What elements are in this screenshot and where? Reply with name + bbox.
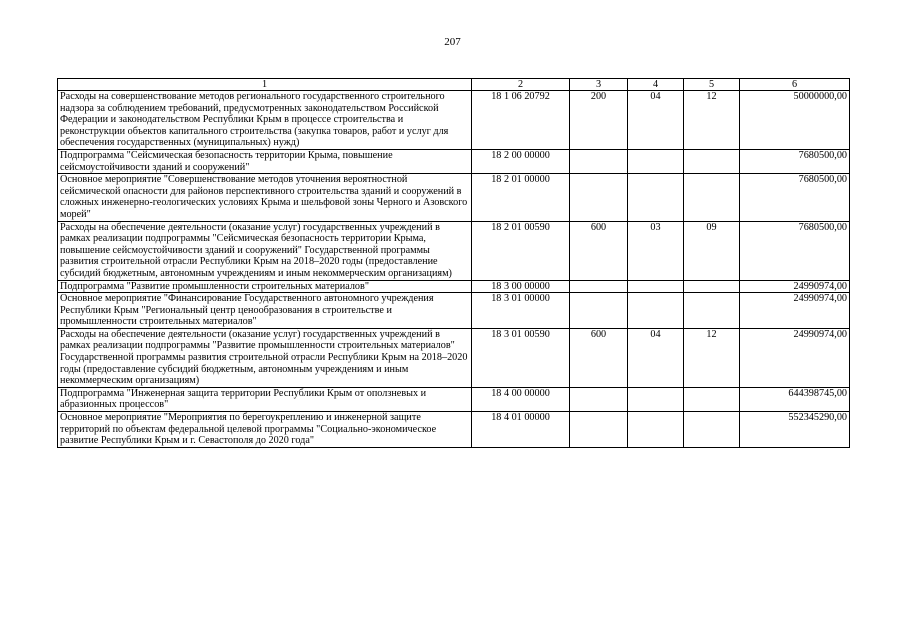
row-description: Основное мероприятие "Мероприятия по берегоукреплению и инженерной защите территорий по объектам федеральной целевой программы "Социально-экономическое развитие Республики Крым и г. Севастополя до 2020 года" [58, 412, 472, 448]
row-description: Подпрограмма "Сейсмическая безопасность территории Крыма, повышение сейсмоустойчивости зданий и сооружений" [58, 149, 472, 173]
row-description: Подпрограмма "Развитие промышленности строительных материалов" [58, 280, 472, 293]
table-row [58, 149, 850, 173]
row-col-3: 600 [570, 221, 628, 280]
row-description: Расходы на обеспечение деятельности (оказание услуг) государственных учреждений в рамках реализации подпрограммы "Развитие промышленности строительных материалов" Государственной программы развития строительной отрасли Республики Крым на 2018–2020 годы (предоставление субсидий бюджетным, автономным учреждениям и иным некоммерческим организациям) [58, 328, 472, 387]
table-row [58, 221, 850, 280]
table-row [58, 293, 850, 329]
header-col-2: 2 [472, 79, 570, 91]
row-col-5: 12 [684, 328, 740, 387]
row-amount: 7680500,00 [740, 149, 850, 173]
row-amount: 7680500,00 [740, 174, 850, 221]
row-col-5: 12 [684, 91, 740, 150]
row-amount: 644398745,00 [740, 387, 850, 411]
row-col-4: 04 [628, 91, 684, 150]
row-amount: 24990974,00 [740, 280, 850, 293]
row-col-5 [684, 387, 740, 411]
row-description: Расходы на совершенствование методов регионального государственного строительного надзора за соблюдением требований, предусмотренных законодательством Российской Федерации и законодательством Республики Крым в процессе строительства и реконструкции объектов капитального строительства (закупка товаров, работ и услуг для обеспечения государственных (муниципальных) нужд) [58, 91, 472, 150]
header-row [58, 79, 850, 91]
row-description: Подпрограмма "Инженерная защита территории Республики Крым от оползневых и абразионных процессов" [58, 387, 472, 411]
table-row [58, 387, 850, 411]
row-code: 18 3 00 00000 [472, 280, 570, 293]
row-col-4 [628, 280, 684, 293]
row-code: 18 1 06 20792 [472, 91, 570, 150]
budget-table [57, 78, 850, 448]
row-amount: 552345290,00 [740, 412, 850, 448]
row-code: 18 2 00 00000 [472, 149, 570, 173]
row-col-3 [570, 412, 628, 448]
row-col-5: 09 [684, 221, 740, 280]
row-col-4 [628, 149, 684, 173]
row-col-4: 04 [628, 328, 684, 387]
row-amount: 24990974,00 [740, 328, 850, 387]
row-col-3 [570, 149, 628, 173]
header-col-3: 3 [570, 79, 628, 91]
row-amount: 7680500,00 [740, 221, 850, 280]
row-code: 18 3 01 00000 [472, 293, 570, 329]
row-code: 18 2 01 00000 [472, 174, 570, 221]
row-col-5 [684, 412, 740, 448]
table-row [58, 280, 850, 293]
header-col-6: 6 [740, 79, 850, 91]
header-col-5: 5 [684, 79, 740, 91]
header-col-1: 1 [58, 79, 472, 91]
row-col-4 [628, 412, 684, 448]
row-code: 18 3 01 00590 [472, 328, 570, 387]
row-code: 18 4 00 00000 [472, 387, 570, 411]
row-col-3 [570, 387, 628, 411]
row-col-4 [628, 174, 684, 221]
row-col-5 [684, 149, 740, 173]
row-amount: 50000000,00 [740, 91, 850, 150]
header-col-4: 4 [628, 79, 684, 91]
row-col-5 [684, 174, 740, 221]
row-col-4: 03 [628, 221, 684, 280]
row-amount: 24990974,00 [740, 293, 850, 329]
row-col-3 [570, 174, 628, 221]
table-row [58, 328, 850, 387]
table-row [58, 174, 850, 221]
row-col-4 [628, 387, 684, 411]
row-description: Основное мероприятие "Финансирование Государственного автономного учреждения Республики Крым "Региональный центр ценообразования в строительстве и промышленности строительных материалов" [58, 293, 472, 329]
row-description: Расходы на обеспечение деятельности (оказание услуг) государственных учреждений в рамках реализации подпрограммы "Сейсмическая безопасность территории Крыма, повышение сейсмоустойчивости зданий и сооружений" Государственной программы развития строительной отрасли Республики Крым на 2018–2020 годы (предоставление субсидий бюджетным, автономным учреждениям и иным некоммерческим организациям) [58, 221, 472, 280]
row-col-5 [684, 280, 740, 293]
row-description: Основное мероприятие "Совершенствование методов уточнения вероятностной сейсмической опасности для районов перспективного строительства зданий и сооружений в сложных инженерно-геологических условиях Крыма и шельфовой зоны Черного и Азовского морей" [58, 174, 472, 221]
row-col-4 [628, 293, 684, 329]
row-code: 18 2 01 00590 [472, 221, 570, 280]
row-col-3 [570, 280, 628, 293]
row-col-3: 200 [570, 91, 628, 150]
row-col-3: 600 [570, 328, 628, 387]
row-code: 18 4 01 00000 [472, 412, 570, 448]
page-number: 207 [444, 36, 461, 48]
row-col-5 [684, 293, 740, 329]
table-row [58, 412, 850, 448]
table-row [58, 91, 850, 150]
row-col-3 [570, 293, 628, 329]
